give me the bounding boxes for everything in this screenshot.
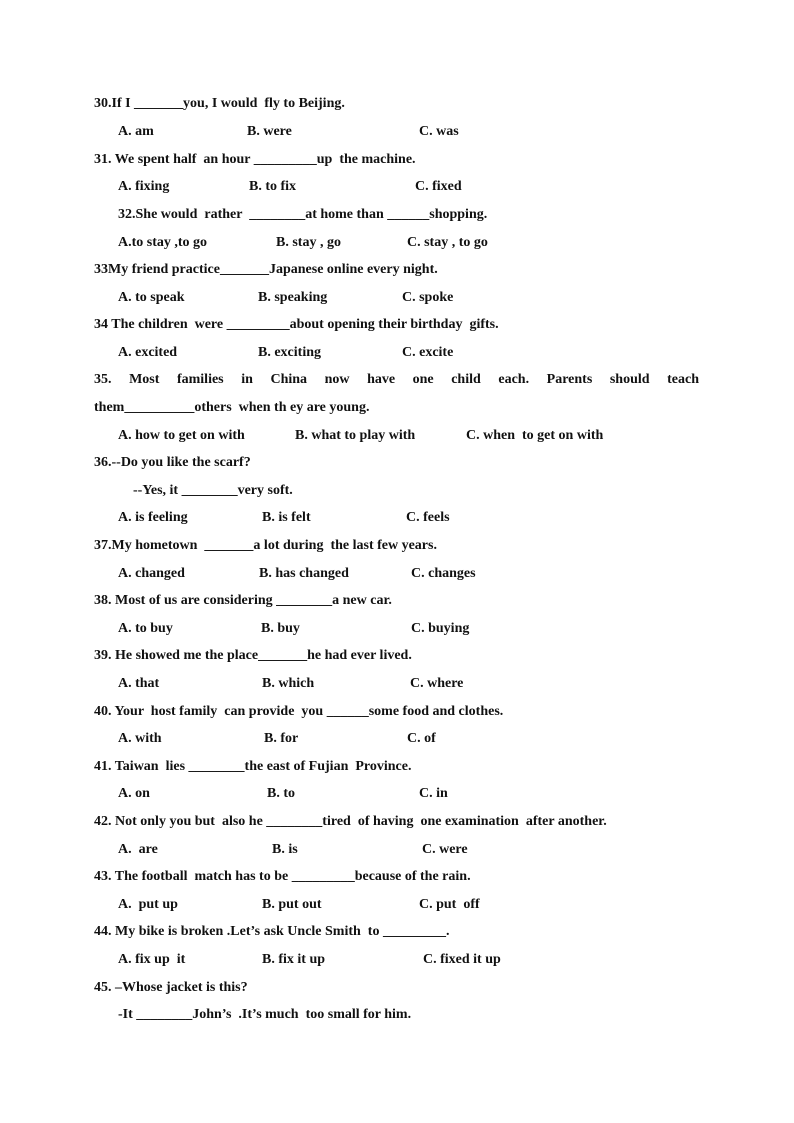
- q31-option-b: B. to fix: [249, 179, 297, 194]
- q41-option-a: A. on: [118, 786, 150, 801]
- question-37: 37.My hometown _______a lot during the last few years.: [94, 538, 437, 553]
- q37-option-c: C. changes: [411, 566, 476, 581]
- q39-option-a: A. that: [118, 676, 160, 691]
- q42-option-b: B. is: [272, 842, 298, 857]
- q34-option-c: C. excite: [402, 345, 454, 360]
- q37-option-a: A. changed: [118, 566, 185, 581]
- q34-option-b: B. exciting: [258, 345, 321, 360]
- question-33: 33My friend practice_______Japanese online every night.: [94, 262, 438, 277]
- q30-option-a: A. am: [118, 124, 154, 139]
- q32-option-c: C. stay , to go: [407, 235, 488, 250]
- q35-option-b: B. what to play with: [295, 428, 416, 443]
- q42-option-a: A. are: [118, 842, 158, 857]
- q42-option-c: C. were: [422, 842, 468, 857]
- q44-option-b: B. fix it up: [262, 952, 326, 967]
- question-43: 43. The football match has to be _________because of the rain.: [94, 869, 471, 884]
- question-35-continued: them__________others when th ey are young.: [94, 400, 370, 415]
- q30-option-b: B. were: [247, 124, 292, 139]
- question-38: 38. Most of us are considering ________a new car.: [94, 593, 392, 608]
- q38-option-a: A. to buy: [118, 621, 173, 636]
- q43-option-a: A. put up: [118, 897, 178, 912]
- q40-option-a: A. with: [118, 731, 162, 746]
- q34-option-a: A. excited: [118, 345, 178, 360]
- q44-option-c: C. fixed it up: [423, 952, 501, 967]
- question-40: 40. Your host family can provide you ______some food and clothes.: [94, 704, 504, 719]
- q41-option-b: B. to: [267, 786, 295, 801]
- question-39: 39. He showed me the place_______he had ever lived.: [94, 648, 412, 663]
- question-41: 41. Taiwan lies ________the east of Fujian Province.: [94, 759, 412, 774]
- q37-option-b: B. has changed: [259, 566, 349, 581]
- q43-option-c: C. put off: [419, 897, 480, 912]
- q43-option-b: B. put out: [262, 897, 322, 912]
- question-35: 35. Most families in China now have one child each. Parents should teach: [94, 372, 699, 387]
- question-36: 36.--Do you like the scarf?: [94, 455, 251, 470]
- q32-option-a: A.to stay ,to go: [118, 235, 208, 250]
- q44-option-a: A. fix up it: [118, 952, 186, 967]
- question-34: 34 The children were _________about opening their birthday gifts.: [94, 317, 499, 332]
- q36-option-a: A. is feeling: [118, 510, 188, 525]
- q33-option-c: C. spoke: [402, 290, 454, 305]
- q40-option-c: C. of: [407, 731, 436, 746]
- q39-option-c: C. where: [410, 676, 464, 691]
- q36-option-c: C. feels: [406, 510, 450, 525]
- q32-option-b: B. stay , go: [276, 235, 341, 250]
- q33-option-b: B. speaking: [258, 290, 328, 305]
- q36-option-b: B. is felt: [262, 510, 311, 525]
- q31-option-a: A. fixing: [118, 179, 170, 194]
- q38-option-b: B. buy: [261, 621, 300, 636]
- q35-option-a: A. how to get on with: [118, 428, 245, 443]
- q35-option-c: C. when to get on with: [466, 428, 604, 443]
- question-45-reply: -It ________John’s .It’s much too small for him.: [118, 1007, 412, 1022]
- question-31: 31. We spent half an hour _________up the machine.: [94, 152, 416, 167]
- q41-option-c: C. in: [419, 786, 448, 801]
- question-30: 30.If I _______you, I would fly to Beijing.: [94, 96, 345, 111]
- question-44: 44. My bike is broken .Let’s ask Uncle Smith to _________.: [94, 924, 450, 939]
- q39-option-b: B. which: [262, 676, 315, 691]
- q33-option-a: A. to speak: [118, 290, 185, 305]
- q40-option-b: B. for: [264, 731, 299, 746]
- question-32: 32.She would rather ________at home than ______shopping.: [118, 207, 488, 222]
- q31-option-c: C. fixed: [415, 179, 462, 194]
- question-36-reply: --Yes, it ________very soft.: [133, 483, 293, 498]
- question-45: 45. –Whose jacket is this?: [94, 980, 248, 995]
- question-42: 42. Not only you but also he ________tired of having one examination after another.: [94, 814, 607, 829]
- q38-option-c: C. buying: [411, 621, 470, 636]
- q30-option-c: C. was: [419, 124, 459, 139]
